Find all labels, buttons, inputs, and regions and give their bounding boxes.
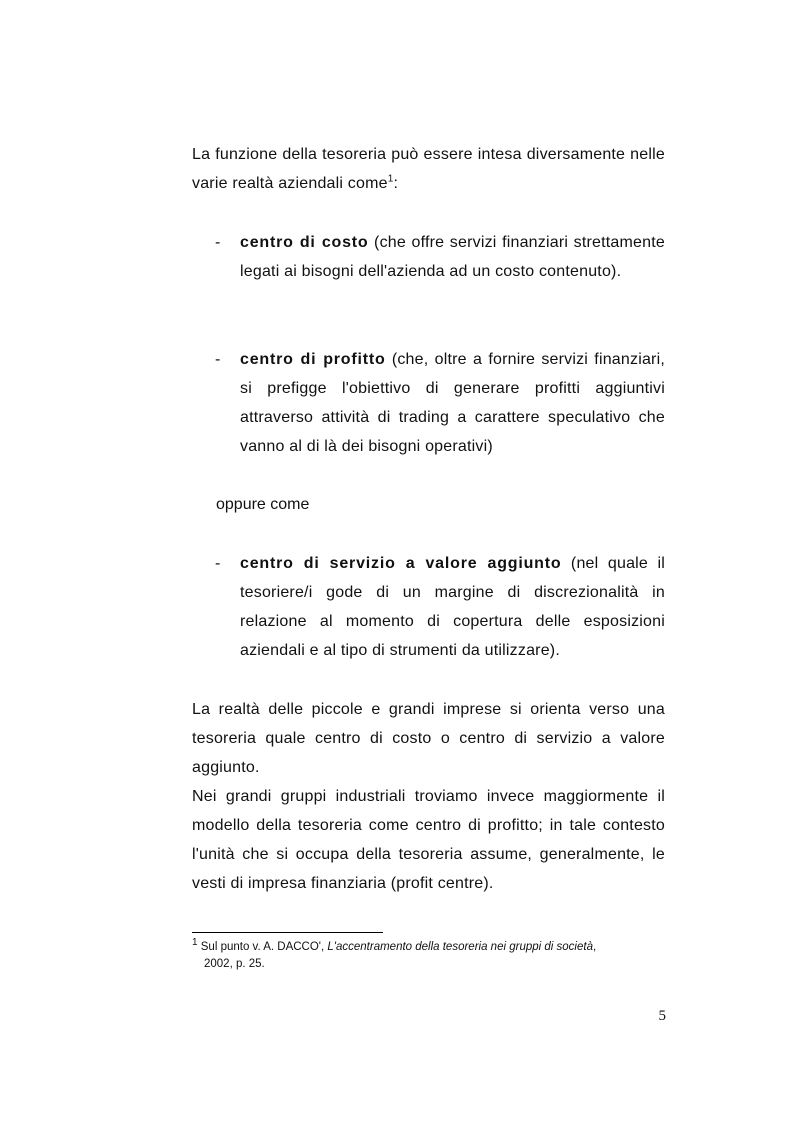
footnote — [192, 939, 665, 973]
footnote-suffix: , — [592, 941, 597, 953]
list-dash: - — [215, 351, 221, 368]
footnote-number: 1 — [192, 937, 198, 949]
list-item-value-added-center — [215, 549, 665, 665]
list-item-description: (che offre servizi finanziari strettamente legati ai bisogni dell'azienda ad un costo contenuto). — [240, 234, 665, 280]
list-dash: - — [215, 555, 221, 572]
list-item-profit-center — [215, 345, 665, 461]
page-number: 5 — [658, 1008, 666, 1024]
intro-text: La funzione della tesoreria può essere intesa diversamente nelle varie realtà aziendali come — [192, 146, 665, 192]
footnote-continuation: 2002, p. 25. — [204, 958, 265, 970]
connector-text: oppure come — [216, 496, 310, 513]
intro-tail: : — [393, 175, 399, 192]
body-paragraph: Nei grandi gruppi industriali troviamo invece maggiormente il modello della tesoreria come centro di profitto; in tale contesto l'unità che si occupa della tesoreria assume, generalmente, le vesti di impresa finanziaria (profit centre). — [192, 788, 665, 892]
list-item-description: (che, oltre a fornire servizi finanziari, si prefigge l'obiettivo di generare profitti aggiuntivi attraverso attività di trading a carattere speculativo che vanno al di là dei bisogni operativi) — [240, 351, 665, 455]
list-item-term: centro di profitto — [240, 351, 386, 368]
footnote-title: L'accentramento della tesoreria nei gruppi di società — [327, 941, 593, 953]
footnote-prefix: Sul punto v. A. DACCO', — [197, 941, 328, 953]
list-item-description: (nel quale il tesoriere/i gode di un margine di discrezionalità in relazione al momento di copertura delle esposizioni aziendali e al tipo di strumenti da utilizzare). — [240, 555, 666, 659]
footnote-reference[interactable]: 1 — [387, 173, 394, 185]
intro-paragraph — [192, 140, 665, 198]
body-paragraph: La realtà delle piccole e grandi imprese si orienta verso una tesoreria quale centro di costo o centro di servizio a valore aggiunto. — [192, 701, 665, 776]
list-item-cost-center — [215, 228, 665, 286]
footnote-separator — [192, 932, 383, 933]
list-item-term: centro di servizio a valore aggiunto — [240, 555, 562, 572]
list-item-term: centro di costo — [240, 234, 369, 251]
list-dash: - — [215, 234, 221, 251]
